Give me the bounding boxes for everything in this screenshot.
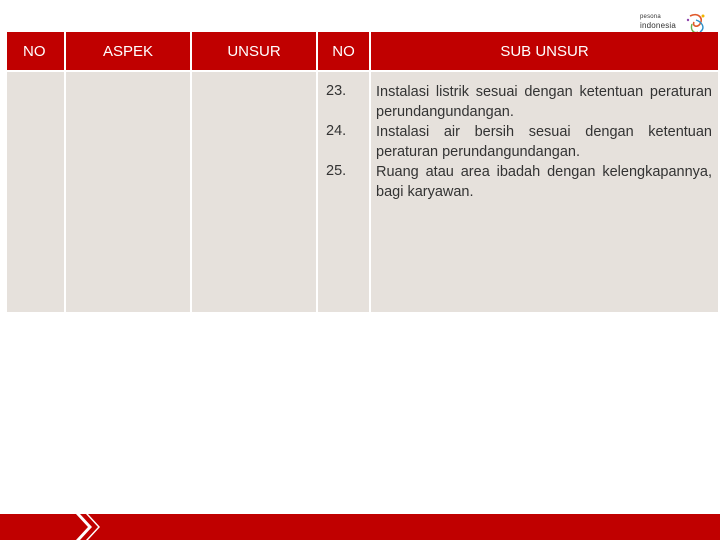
logo-text-pesona: pesona [640, 14, 661, 20]
footer-bar [0, 514, 720, 540]
header-sub-unsur: SUB UNSUR [371, 32, 718, 72]
header-no-sub: NO [318, 32, 369, 72]
sub-number: 25. [326, 163, 347, 179]
sub-unsur-text: Ruang atau area ibadah dengan kelengkapannya, bagi karyawan. [376, 164, 712, 200]
cell-unsur [192, 72, 316, 312]
cell-aspek [66, 72, 190, 312]
sub-unsur-text: Instalasi air bersih sesuai dengan ketentuan peraturan perundangundangan. [376, 124, 712, 160]
chevron-right-icon [74, 514, 104, 540]
cell-sub-numbers [318, 72, 369, 312]
logo-text-indonesia: indonesia [640, 21, 677, 30]
cell-sub-unsur [371, 72, 718, 312]
cell-no [7, 72, 64, 312]
header-unsur: UNSUR [192, 32, 316, 72]
table-row [7, 72, 718, 312]
sub-number: 23. [326, 83, 347, 99]
sub-number: 24. [326, 123, 347, 139]
sub-unsur-text: Instalasi listrik sesuai dengan ketentuan peraturan perundangundangan. [376, 84, 712, 120]
sub-unsur-table [5, 32, 720, 312]
header-no: NO [7, 32, 64, 72]
table-header-row [7, 32, 718, 72]
header-aspek: ASPEK [66, 32, 190, 72]
